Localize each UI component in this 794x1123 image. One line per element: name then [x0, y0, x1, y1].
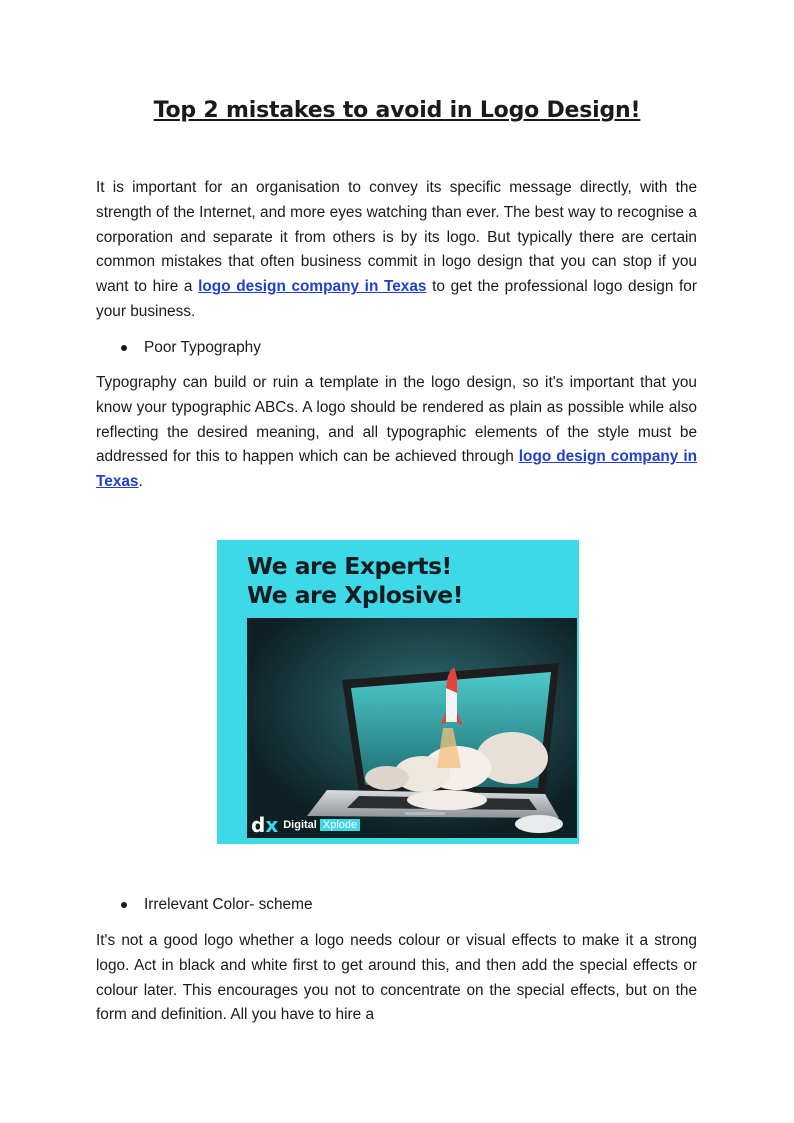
intro-paragraph [96, 176, 697, 325]
intro-text: It is important for an organisation to convey its specific message directly, with the strength of the Internet, and more eyes watching than ever. The best way to recognise a corporation and separate it from others is by its logo. But typically there are certain common mistakes that often business commit in logo design that you can stop if you want to hire a [96, 179, 697, 296]
bullet-label: Irrelevant Color- scheme [144, 896, 313, 913]
color-scheme-paragraph: It's not a good logo whether a logo needs colour or visual effects to make it a strong logo. Act in black and white first to get around this, and then add the special effects or colour later. This encourages you not to concentrate on the special effects, but on the form and definition. All you have to hire a [96, 932, 697, 1024]
brand-word-digital: Digital [283, 819, 317, 831]
rocket-laptop-icon [247, 618, 577, 838]
promo-line-2: We are Xplosive! [247, 581, 463, 609]
brand-logo [251, 814, 360, 836]
bullet-label: Poor Typography [144, 339, 261, 356]
rocket-laptop-illustration [247, 618, 577, 838]
typography-paragraph [96, 371, 697, 495]
typography-text-end: . [138, 473, 143, 491]
bullet-icon [121, 902, 127, 908]
intro-text-end: to get the professional logo design for your business. [96, 278, 697, 320]
bullet-icon [121, 345, 127, 351]
logo-design-company-link-2[interactable]: logo design company in Texas [96, 448, 697, 491]
promo-line-1: We are Experts! [247, 552, 452, 580]
logo-design-company-link[interactable]: logo design company in Texas [198, 278, 427, 296]
promo-image [217, 540, 579, 844]
page-title: Top 2 mistakes to avoid in Logo Design! [153, 98, 641, 123]
typography-text: Typography can build or ruin a template in the logo design, so it's important that you know your typographic ABCs. A logo should be rendered as plain as possible while also reflecting the desired meaning, and all typographic elements of the style must be addressed for this to happen which can be achieved through [96, 374, 697, 466]
promo-headline [247, 552, 463, 610]
brand-mark: dx [251, 813, 279, 837]
brand-word-xplode: Xplode [320, 819, 360, 831]
